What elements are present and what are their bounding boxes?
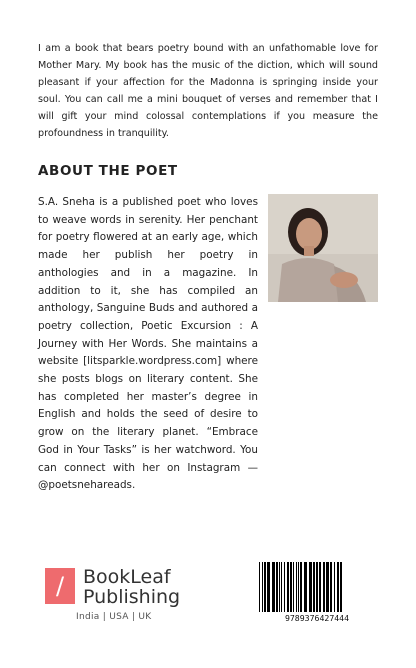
barcode-bar <box>316 562 318 612</box>
bookleaf-logo-icon: / <box>45 568 75 604</box>
barcode-bar <box>326 562 329 612</box>
barcode-bar <box>309 562 312 612</box>
barcode-bar <box>337 562 339 612</box>
about-heading: ABOUT THE POET <box>38 163 178 179</box>
barcode-bar <box>340 562 342 612</box>
barcode-bar <box>323 562 325 612</box>
barcode-bar <box>259 562 260 612</box>
barcode-bar <box>334 562 335 612</box>
barcode-bar <box>319 562 321 612</box>
publisher-name-line1: BookLeaf <box>83 566 171 588</box>
poet-portrait-image <box>268 194 378 302</box>
barcode-bar <box>281 562 282 612</box>
publisher-name-line2: Publishing <box>83 586 181 608</box>
publisher-countries: India | USA | UK <box>76 612 152 622</box>
barcode-bar <box>293 562 294 612</box>
barcode-bar <box>267 562 270 612</box>
barcode-bar <box>313 562 315 612</box>
barcode-bar <box>296 562 297 612</box>
barcode-bar <box>290 562 292 612</box>
barcode-bar <box>298 562 299 612</box>
poet-bio: S.A. Sneha is a published poet who loves to weave words in serenity. Her penchant for poetry flowered at an early age, which made her publish her poetry in anthologies and in a magazine. In addition to it, she has compiled an anthology, Sanguine Buds and authored a poetry collection, Poetic Excursion : A Journey with Her Words. She maintains a website [litsparkle.wordpress.com] where she posts blogs on literary content. She has completed her master’s degree in English and holds the seed of desire to grow on the literary planet. “Embrace God in Your Tasks” is her watchword. You can connect with her on Instagram —@poetsnehareads. <box>38 196 258 492</box>
back-cover-blurb: I am a book that bears poetry bound with an unfathomable love for Mother Mary. My book has the music of the diction, which will sound pleasant if your affection for the Madonna is springing inside your soul. You can call me a mini bouquet of verses and remember that I will gift your mind colossal contemplations if you measure the profoundness in tranquility. <box>38 43 378 139</box>
barcode-bar <box>304 562 307 612</box>
barcode-bar <box>300 562 302 612</box>
poet-photo <box>268 194 378 302</box>
barcode-bar <box>272 562 275 612</box>
publisher-logo <box>45 568 185 608</box>
barcode-bar <box>287 562 289 612</box>
barcode-bar <box>262 562 263 612</box>
barcode-bar <box>330 562 332 612</box>
barcode-bar <box>276 562 278 612</box>
isbn-number: 9789376427444 <box>284 613 350 623</box>
isbn-barcode <box>257 562 377 612</box>
barcode-bar <box>284 562 285 612</box>
barcode-bar <box>279 562 280 612</box>
barcode-bar <box>264 562 266 612</box>
